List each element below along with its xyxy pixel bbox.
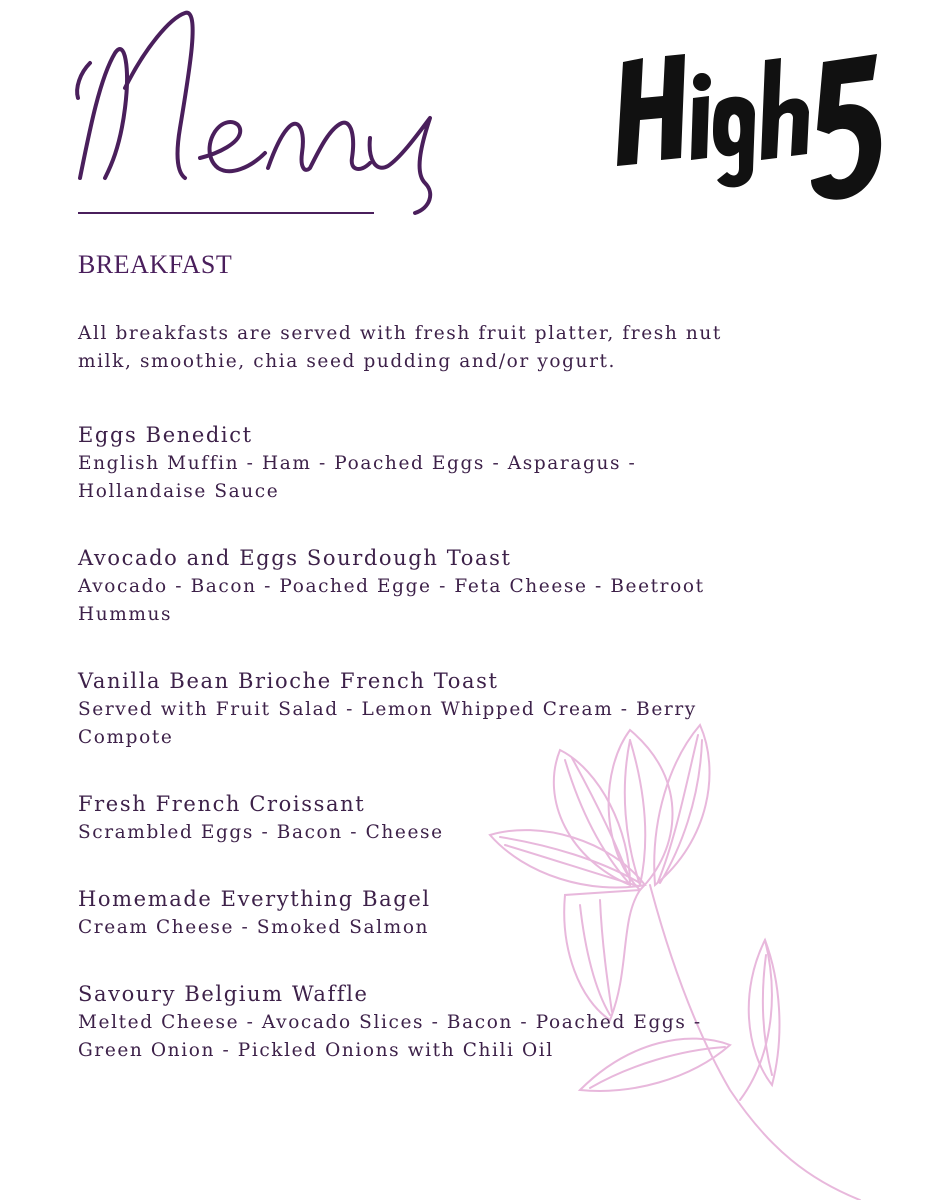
breakfast-intro [78, 320, 778, 376]
item-description: Avocado - Bacon - Poached Egge - Feta Cheese - Beetroot [78, 576, 705, 597]
high5-logo [615, 40, 885, 210]
item-name: Vanilla Bean Brioche French Toast [78, 669, 499, 693]
item-name: Savoury Belgium Waffle [78, 982, 369, 1006]
menu-item [78, 884, 868, 942]
flower-illustration [480, 700, 927, 1200]
item-description: Compote [78, 727, 174, 748]
item-name: Fresh French Croissant [78, 792, 366, 816]
item-name: Homemade Everything Bagel [78, 887, 431, 911]
item-description: Cream Cheese - Smoked Salmon [78, 917, 430, 938]
item-description: Hollandaise Sauce [78, 481, 280, 502]
item-description: Green Onion - Pickled Onions with Chili Oil [78, 1040, 554, 1061]
menu-script-title [70, 8, 470, 223]
intro-line: milk, smoothie, chia seed pudding and/or yogurt. [78, 351, 617, 372]
item-description: Melted Cheese - Avocado Slices - Bacon - Poached Eggs - [78, 1012, 702, 1033]
menu-item [78, 543, 868, 629]
menu-item [78, 979, 868, 1065]
menu-item [78, 420, 868, 506]
menu-item [78, 789, 868, 847]
item-name: Eggs Benedict [78, 423, 253, 447]
menu-item [78, 666, 868, 752]
item-name: Avocado and Eggs Sourdough Toast [78, 546, 512, 570]
item-description: Scrambled Eggs - Bacon - Cheese [78, 822, 444, 843]
item-description: Hummus [78, 604, 173, 625]
menu-title-underline [78, 212, 374, 214]
intro-line: All breakfasts are served with fresh fruit platter, fresh nut [78, 323, 722, 344]
item-description: Served with Fruit Salad - Lemon Whipped Cream - Berry [78, 699, 697, 720]
item-description: English Muffin - Ham - Poached Eggs - Asparagus - [78, 453, 637, 474]
section-title-breakfast: BREAKFAST [78, 250, 233, 279]
